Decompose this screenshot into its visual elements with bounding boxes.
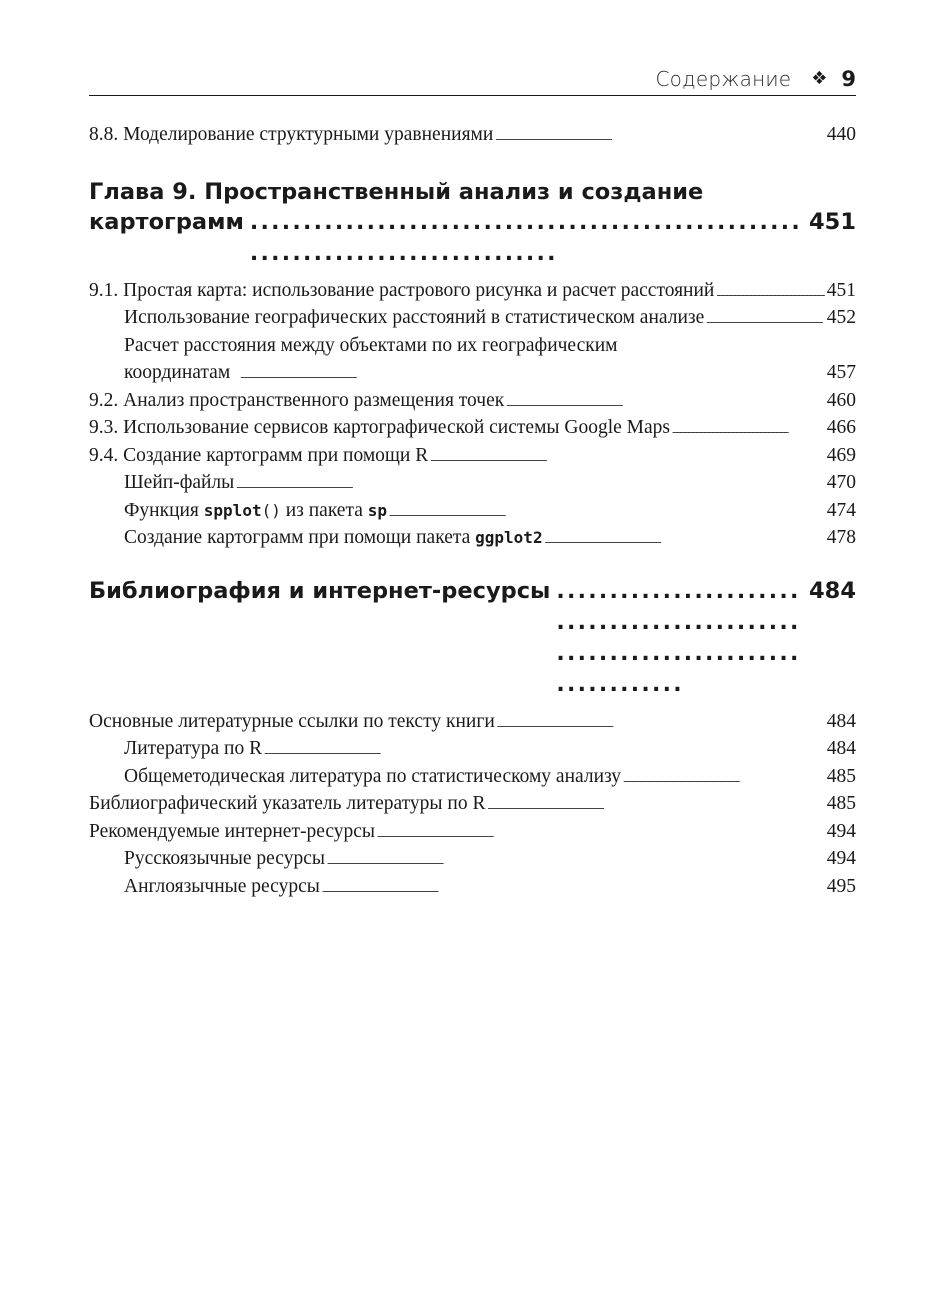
toc-entry-page: 452 <box>826 307 856 328</box>
toc-entry-9-1[interactable] <box>89 277 856 305</box>
chapter-title-line2: картограмм <box>89 208 244 235</box>
toc-entry-page: 451 <box>826 279 856 301</box>
dot-leader <box>240 359 825 390</box>
toc-subentry-geo-distances[interactable] <box>89 304 856 332</box>
code-function-name: spplot <box>203 500 262 520</box>
toc-entry-text <box>124 524 543 552</box>
dot-leader <box>497 708 825 739</box>
code-package-name: sp <box>367 500 388 520</box>
toc-entry-9-2[interactable] <box>89 387 856 415</box>
toc-entry-page: 485 <box>826 765 856 787</box>
toc-entry-page: 469 <box>826 444 856 466</box>
toc-entry-page: 460 <box>826 389 856 411</box>
toc-entry-text: Основные литературные ссылки по тексту книги <box>89 710 495 732</box>
chapter-page: 451 <box>809 208 856 235</box>
toc-entry-page: 457 <box>826 362 856 383</box>
toc-subentry-distance-calc[interactable] <box>89 359 856 387</box>
toc-entry-page: 494 <box>826 820 856 842</box>
toc-entry-page: 478 <box>826 527 856 548</box>
code-package-name: ggplot2 <box>475 528 543 547</box>
dot-leader <box>322 873 825 904</box>
dot-leader <box>327 845 825 876</box>
dot-leader <box>377 818 825 849</box>
dot-leader <box>430 442 825 473</box>
toc-entry-text: Библиографический указатель литературы по R <box>89 793 486 814</box>
dot-leader <box>706 304 825 335</box>
toc-entry-internet-resources[interactable] <box>89 818 856 846</box>
toc-text-prefix: Создание картограмм при помощи пакета <box>124 527 476 548</box>
toc-entry-page: 494 <box>826 848 856 869</box>
toc-entry-text: 9.2. Анализ пространственного размещения точек <box>89 389 505 411</box>
header-page-number: 9 <box>841 66 856 91</box>
header-section-title: Содержание <box>655 66 792 91</box>
toc-subentry-distance-calc-line1[interactable]: Расчет расстояния между объектами по их географическим <box>124 334 618 356</box>
toc-text-prefix: Функция <box>124 499 204 521</box>
toc-entry-page: 484 <box>826 738 856 759</box>
toc-subentry-methodology-literature[interactable] <box>89 763 856 791</box>
toc-text-middle: из пакета <box>280 499 368 521</box>
toc-entry-page: 474 <box>826 499 856 521</box>
table-of-contents <box>89 121 856 900</box>
bibliography-heading[interactable] <box>89 576 856 700</box>
dot-leader <box>389 497 825 528</box>
toc-entry-text: Англоязычные ресурсы <box>124 875 320 897</box>
dot-leader <box>545 524 825 555</box>
toc-subentry-russian-resources[interactable] <box>89 845 856 873</box>
dot-leader <box>716 277 824 308</box>
running-header <box>89 62 856 96</box>
dot-leader <box>487 790 824 821</box>
dot-leader <box>236 469 825 500</box>
dot-leader <box>623 763 825 794</box>
toc-entry-text: Литература по R <box>124 738 263 759</box>
toc-entry-text: Рекомендуемые интернет-ресурсы <box>89 820 376 842</box>
dot-leader <box>506 387 825 418</box>
dot-leader <box>495 121 824 152</box>
toc-entry-text: 8.8. Моделирование структурными уравнениями <box>89 124 494 145</box>
toc-entry-r-bibliography-index[interactable] <box>89 790 856 818</box>
toc-entry-page: 495 <box>826 875 856 897</box>
chapter-9-heading[interactable] <box>89 177 856 269</box>
toc-entry-text: 9.1. Простая карта: использование растрового рисунка и расчет расстояний <box>89 279 715 301</box>
dot-leader <box>264 735 825 766</box>
toc-subentry-spplot[interactable] <box>89 497 856 525</box>
bibliography-title: Библиография и интернет-ресурсы <box>89 577 551 604</box>
toc-entry-9-4[interactable] <box>89 442 856 470</box>
toc-entry-page: 440 <box>826 124 856 145</box>
toc-entry-text <box>124 497 387 525</box>
toc-entry-text: Шейп-файлы <box>124 472 235 493</box>
code-parens: () <box>261 500 281 520</box>
toc-entry-text: Использование географических расстояний в статистическом анализе <box>124 307 705 328</box>
dot-leader <box>672 414 825 445</box>
toc-entry-main-references[interactable] <box>89 708 856 736</box>
toc-entry-text: координатам <box>124 362 231 383</box>
toc-subentry-shapefiles[interactable] <box>89 469 856 497</box>
toc-subentry-r-literature[interactable] <box>89 735 856 763</box>
chapter-page: 484 <box>809 577 856 604</box>
toc-entry-page: 484 <box>826 710 856 732</box>
toc-entry-page: 485 <box>826 793 856 814</box>
toc-entry-text: 9.3. Использование сервисов картографической системы Google Maps <box>89 417 671 438</box>
toc-entry-8-8[interactable] <box>89 121 856 149</box>
toc-subentry-ggplot2[interactable] <box>89 524 856 552</box>
dot-leader <box>250 207 803 269</box>
toc-entry-page: 466 <box>826 417 856 438</box>
toc-entry-text: Общеметодическая литература по статистическому анализу <box>124 765 622 787</box>
toc-subentry-english-resources[interactable] <box>89 873 856 901</box>
dot-leader <box>556 576 803 700</box>
toc-entry-text: Русскоязычные ресурсы <box>124 848 325 869</box>
toc-entry-text: 9.4. Создание картограмм при помощи R <box>89 444 429 466</box>
toc-entry-page: 470 <box>826 472 856 493</box>
toc-entry-9-3[interactable] <box>89 414 856 442</box>
ornament-icon: ❖ <box>811 68 828 89</box>
chapter-title-line1: Глава 9. Пространственный анализ и создание <box>89 178 704 205</box>
